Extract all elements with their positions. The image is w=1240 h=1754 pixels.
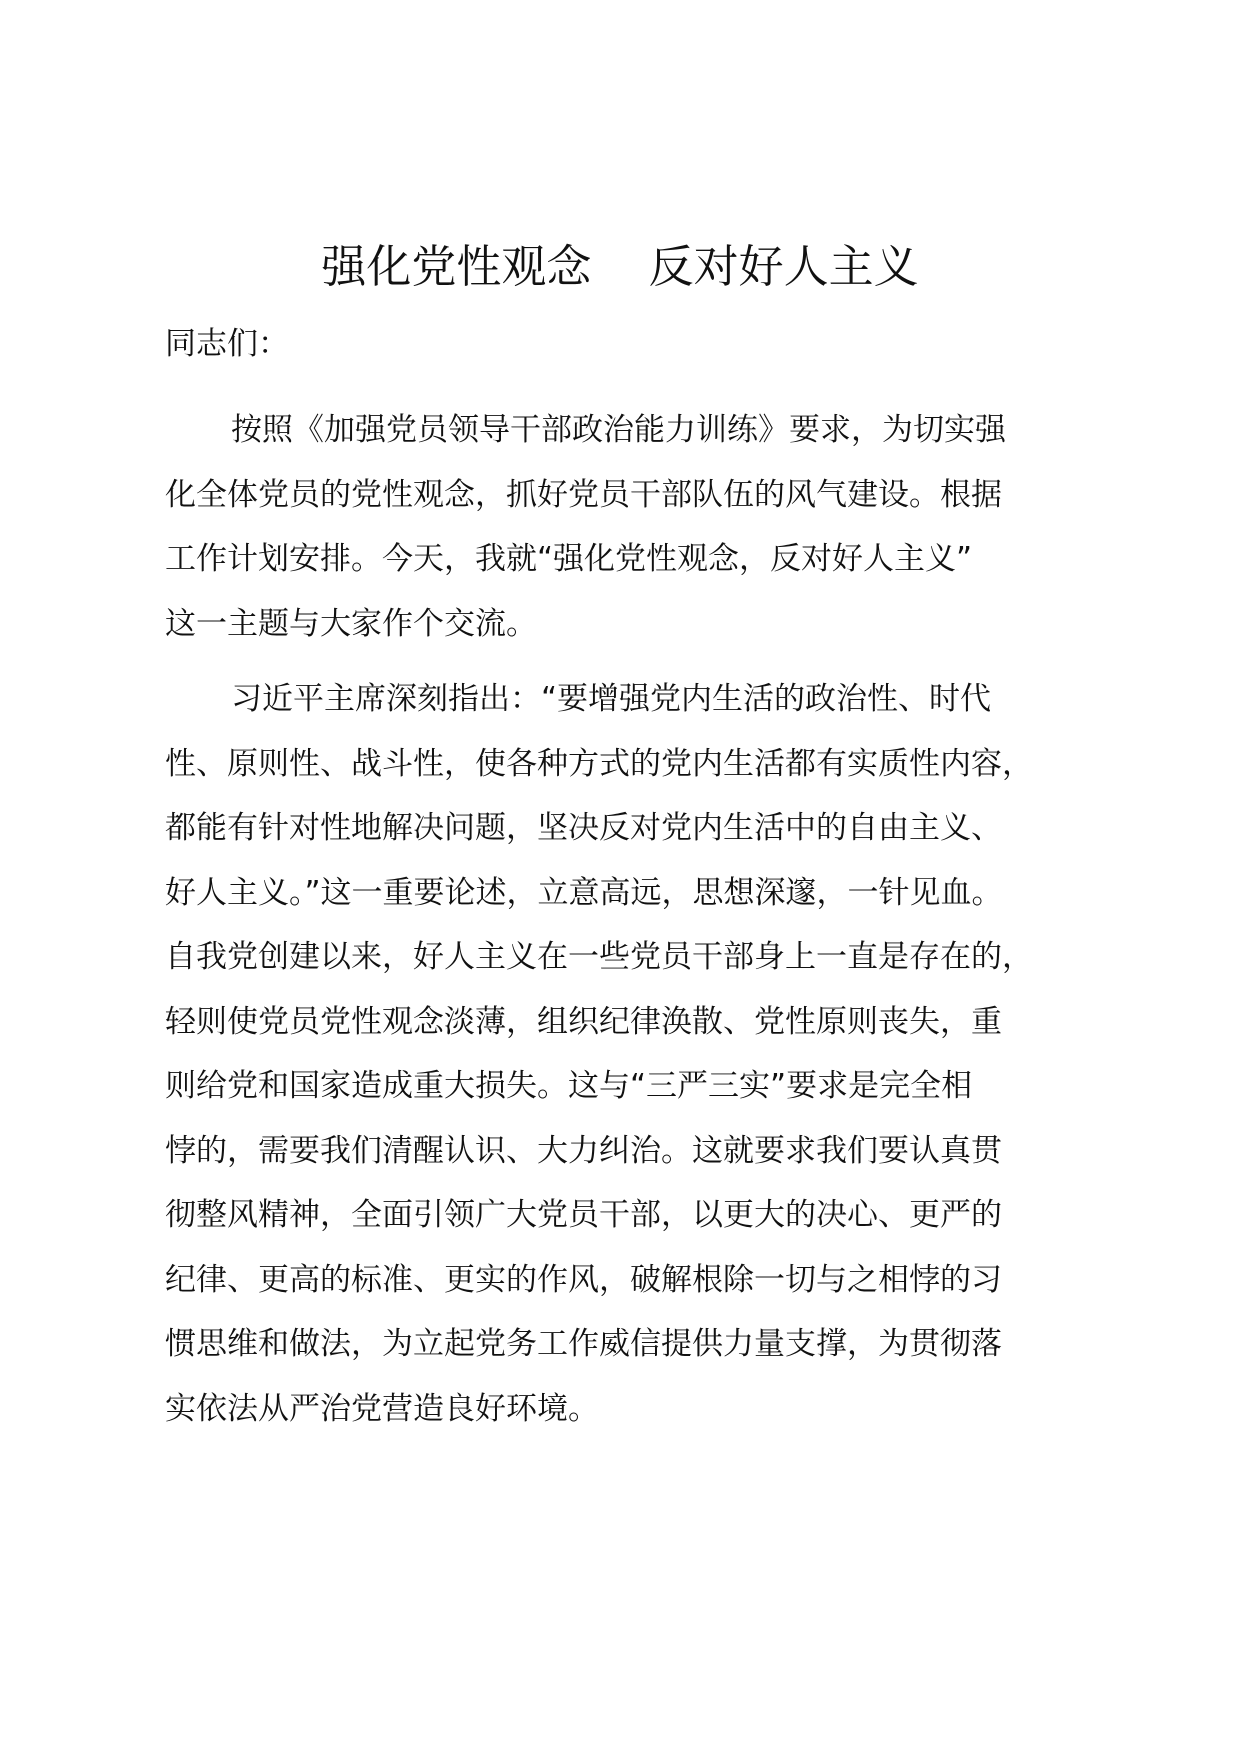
paragraph-line: 则给党和国家造成重大损失。这与“三严三实”要求是完全相 — [165, 1068, 973, 1104]
paragraph-line: 性、原则性、战斗性，使各种方式的党内生活都有实质性内容， — [165, 745, 1033, 782]
paragraph-line: 化全体党员的党性观念，抓好党员干部队伍的风气建设。根据 — [165, 476, 1002, 513]
paragraph-line: 自我党创建以来，好人主义在一些党员干部身上一直是存在的， — [165, 939, 1033, 975]
paragraph-line: 按照《加强党员领导干部政治能力训练》要求，为切实强 — [231, 412, 1006, 448]
paragraph-line: 工作计划安排。今天，我就“强化党性观念，反对好人主义” — [165, 541, 973, 577]
paragraph-1 — [165, 398, 1125, 656]
paragraph-line: 轻则使党员党性观念淡薄，组织纪律涣散、党性原则丧失，重 — [165, 1003, 1002, 1040]
paragraph-2 — [165, 667, 1125, 1441]
paragraph-line: 彻整风精神，全面引领广大党员干部，以更大的决心、更严的 — [165, 1197, 1002, 1233]
paragraph-line: 惯思维和做法，为立起党务工作威信提供力量支撑，为贯彻落 — [165, 1326, 1002, 1362]
paragraph-line: 都能有针对性地解决问题，坚决反对党内生活中的自由主义、 — [165, 810, 1002, 846]
paragraph-line: 习近平主席深刻指出：“要增强党内生活的政治性、时代 — [231, 681, 992, 717]
paragraph-line: 实依法从严治党营造良好环境。 — [165, 1390, 599, 1427]
salutation: 同志们： — [165, 326, 289, 362]
document-title: 强化党性观念 反对好人主义 — [321, 240, 919, 293]
paragraph-line: 纪律、更高的标准、更实的作风，破解根除一切与之相悖的习 — [165, 1261, 1002, 1298]
paragraph-line: 好人主义。”这一重要论述，立意高远，思想深邃，一针见血。 — [165, 874, 1003, 911]
paragraph-line: 这一主题与大家作个交流。 — [165, 605, 537, 642]
paragraph-line: 悖的，需要我们清醒认识、大力纠治。这就要求我们要认真贯 — [165, 1132, 1002, 1169]
